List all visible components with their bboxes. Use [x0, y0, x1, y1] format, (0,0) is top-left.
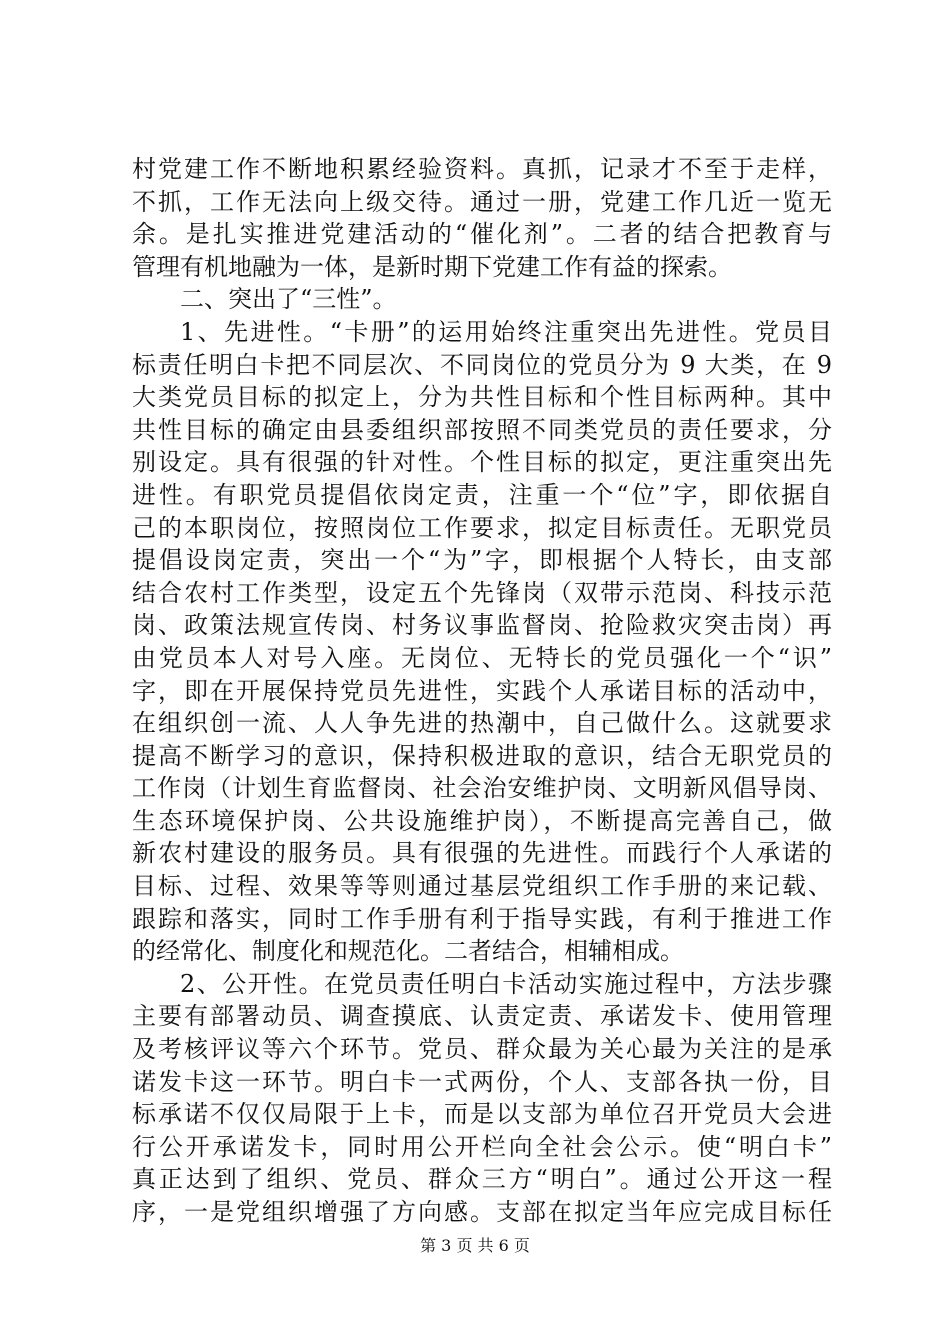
- text-line: 新农村建设的服务员。具有很强的先进性。而践行个人承诺的: [132, 839, 832, 868]
- text-line: 真正达到了组织、党员、群众三方“明白”。通过公开这一程: [132, 1165, 832, 1194]
- text-line: 共性目标的确定由县委组织部按照不同类党员的责任要求，分: [132, 415, 832, 444]
- text-line: 在组织创一流、人人争先进的热潮中，自己做什么。这就要求: [132, 709, 832, 738]
- text-line: 标责任明白卡把不同层次、不同岗位的党员分为 9 大类，在 9: [132, 350, 832, 379]
- text-line: 结合农村工作类型，设定五个先锋岗（双带示范岗、科技示范: [132, 578, 832, 607]
- text-line: 村党建工作不断地积累经验资料。真抓，记录才不至于走样，: [132, 155, 832, 183]
- text-line: 行公开承诺发卡，同时用公开栏向全社会公示。使“明白卡”: [132, 1132, 832, 1161]
- document-body: [132, 153, 832, 1229]
- text-line: 跟踪和落实，同时工作手册有利于指导实践，有利于推进工作: [132, 904, 832, 933]
- text-line: 2、公开性。在党员责任明白卡活动实施过程中，方法步骤: [180, 969, 832, 998]
- text-line: 不抓，工作无法向上级交待。通过一册，党建工作几近一览无: [132, 187, 832, 216]
- text-line: 主要有部署动员、调查摸底、认责定责、承诺发卡、使用管理: [132, 1002, 832, 1031]
- text-line: 的经常化、制度化和规范化。二者结合，相辅相成。: [132, 937, 684, 966]
- text-line: 1、先进性。“卡册”的运用始终注重突出先进性。党员目: [180, 317, 832, 346]
- text-line: 序，一是党组织增强了方向感。支部在拟定当年应完成目标任: [132, 1198, 832, 1226]
- text-line: 余。是扎实推进党建活动的“催化剂”。二者的结合把教育与: [132, 220, 832, 249]
- text-line: 二、突出了“三性”。: [180, 285, 397, 314]
- text-line: 岗、政策法规宣传岗、村务议事监督岗、抢险救灾突击岗）再: [132, 611, 832, 640]
- text-line: 生态环境保护岗、公共设施维护岗），不断提高完善自己，做: [132, 806, 832, 835]
- text-line: 工作岗（计划生育监督岗、社会治安维护岗、文明新风倡导岗、: [132, 774, 832, 803]
- text-line: 己的本职岗位，按照岗位工作要求，拟定目标责任。无职党员: [132, 513, 832, 542]
- page-footer: 第 3 页 共 6 页: [420, 1236, 530, 1255]
- text-line: 管理有机地融为一体，是新时期下党建工作有益的探索。: [132, 252, 732, 281]
- text-line: 诺发卡这一环节。明白卡一式两份，个人、支部各执一份，目: [132, 1067, 832, 1096]
- text-line: 别设定。具有很强的针对性。个性目标的拟定，更注重突出先: [132, 448, 832, 477]
- text-line: 大类党员目标的拟定上，分为共性目标和个性目标两种。其中: [132, 383, 832, 412]
- text-line: 进性。有职党员提倡依岗定责，注重一个“位”字，即依据自: [132, 480, 832, 509]
- text-line: 由党员本人对号入座。无岗位、无特长的党员强化一个“识”: [132, 643, 832, 672]
- text-line: 提高不断学习的意识，保持积极进取的意识，结合无职党员的: [132, 741, 832, 770]
- text-line: 提倡设岗定责，突出一个“为”字，即根据个人特长，由支部: [132, 546, 832, 575]
- text-line: 字，即在开展保持党员先进性，实践个人承诺目标的活动中，: [132, 676, 832, 705]
- text-line: 标承诺不仅仅局限于上卡，而是以支部为单位召开党员大会进: [132, 1100, 832, 1129]
- text-line: 目标、过程、效果等等则通过基层党组织工作手册的来记载、: [132, 872, 832, 901]
- text-line: 及考核评议等六个环节。党员、群众最为关心最为关注的是承: [132, 1035, 832, 1064]
